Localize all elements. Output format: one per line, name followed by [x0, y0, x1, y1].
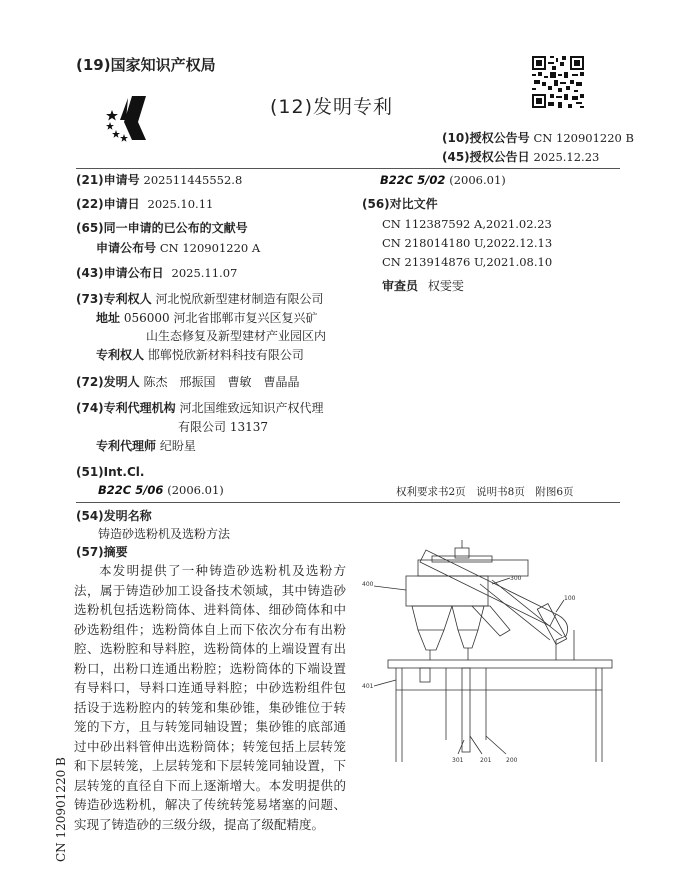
address-line1: 056000 河北省邯郸市复兴区复兴矿 — [123, 311, 318, 325]
cnipa-logo-icon — [102, 92, 162, 144]
upper-body — [418, 560, 528, 576]
agency-line2: 有限公司 13137 — [178, 420, 268, 434]
pub-date: 2025.11.07 — [171, 266, 238, 280]
patentee2: 邯郸悦欣新材料科技有限公司 — [147, 348, 304, 362]
ipc2-date: (2006.01) — [449, 173, 506, 187]
qr-code-icon — [532, 56, 584, 108]
inventors: 陈杰 邢振国 曹敏 曹晶晶 — [143, 375, 300, 389]
grant-pub-no: CN 120901220 B — [533, 131, 634, 145]
same-app-label: (65)同一申请的已公布的文献号 — [76, 221, 248, 235]
side-doc-number: CN 120901220 B — [54, 757, 68, 862]
abstract-text: 本发明提供了一种铸造砂选粉机及选粉方法，属于铸造砂加工设备技术领域，其中铸造砂选粉机包括选粉筒体、进料筒体、细砂筒体和中砂选粉组件；选粉筒体自上而下依次分布有出粉腔、选粉腔和导料腔，选粉筒体的上端设置有出粉口，出粉口连通出粉腔；选粉筒体的下端设置有导料口，导料口连通导料腔；中砂选粉组件包括设于选粉腔内的转笼和集砂锥，集砂锥位于转笼的下方，且与转笼同轴设置；集砂锥的底部通过中砂出料管伸出选粉筒体；转笼包括上层转笼和下层转笼，上层转笼和下层转笼同轴设置，下层转笼的直径自下而上逐渐增大。本发明提供的铸造砂选粉机，解决了传统转笼易堵塞的问题、实现了铸造砂的三级分级，提高了级配精度。 — [74, 563, 346, 832]
document-type: (12)发明专利 — [270, 96, 394, 118]
fig-label-401: 401 — [362, 683, 374, 690]
invention-title: 铸造砂选粉机及选粉方法 — [98, 527, 231, 541]
app-no-label: (21)申请号 — [76, 173, 140, 187]
cone-mid — [452, 606, 484, 630]
ipc2-code: B22C 5/02 — [380, 173, 446, 187]
pub-date-row — [76, 265, 237, 282]
cited-label: (56)对比文件 — [362, 197, 438, 211]
fig-label-400: 400 — [362, 581, 374, 588]
platform — [388, 660, 612, 668]
app-date-label: (22)申请日 — [76, 197, 140, 211]
app-no: 202511445552.8 — [143, 173, 243, 187]
intcl-code: B22C 5/06 — [98, 483, 164, 497]
header-divider — [76, 168, 620, 169]
abstract-text-block — [74, 561, 346, 834]
cone-left — [412, 606, 452, 630]
pub-no-row — [96, 240, 260, 257]
separator-body — [406, 576, 488, 606]
app-date: 2025.10.11 — [147, 197, 214, 211]
agent-row — [96, 438, 196, 455]
app-no-row — [76, 172, 242, 189]
ipc2-row — [380, 172, 506, 189]
examiner-row — [382, 278, 464, 295]
biblio-divider — [76, 502, 620, 503]
grant-pub-no-row — [442, 130, 634, 147]
grant-date-label: (45)授权公告日 — [442, 150, 530, 164]
agent: 纪盼星 — [159, 439, 196, 453]
inventors-label: (72)发明人 — [76, 375, 140, 389]
outlet-pipe — [462, 668, 470, 752]
intcl-label: (51)Int.Cl. — [76, 465, 145, 479]
inventors-row — [76, 374, 300, 391]
inlet-pipe — [455, 548, 469, 558]
fig-label-100: 100 — [564, 595, 576, 602]
grant-pub-no-label: (10)授权公告号 — [442, 131, 530, 145]
grant-date: 2025.12.23 — [533, 150, 600, 164]
fig-label-200: 200 — [506, 757, 518, 764]
intcl-row — [98, 482, 224, 499]
page-counts: 权利要求书2页 说明书8页 附图6页 — [396, 486, 574, 498]
patentee-label: (73)专利权人 — [76, 292, 152, 306]
agency-line1: 河北国维致远知识产权代理 — [179, 401, 324, 415]
cited-ref-2: CN 218014180 U,2022.12.13 — [382, 236, 553, 250]
agency-label: (74)专利代理机构 — [76, 401, 176, 415]
fig-label-301: 301 — [452, 757, 464, 764]
address-label: 地址 — [96, 311, 121, 325]
patentee-row — [76, 291, 324, 308]
agent-label: 专利代理师 — [96, 439, 157, 453]
address-line2: 山生态修复及新型建材产业园区内 — [146, 329, 327, 343]
address-row — [96, 310, 317, 327]
fig-label-201: 201 — [480, 757, 492, 764]
examiner-label: 审查员 — [382, 279, 419, 293]
office-name: (19)国家知识产权局 — [76, 56, 216, 74]
abstract-label: (57)摘要 — [76, 545, 128, 559]
cited-ref-1: CN 112387592 A,2021.02.23 — [382, 217, 552, 231]
machine-drawing — [360, 540, 630, 770]
patentee2-label: 专利权人 — [96, 348, 145, 362]
fig-label-300: 300 — [510, 575, 522, 582]
patentee2-row — [96, 347, 304, 364]
grant-date-row — [442, 149, 599, 166]
examiner: 权雯雯 — [427, 279, 464, 293]
intcl-date: (2006.01) — [167, 483, 224, 497]
cited-ref-3: CN 213914876 U,2021.08.10 — [382, 255, 553, 269]
app-date-row — [76, 196, 213, 213]
patentee: 河北悦欣新型建材制造有限公司 — [155, 292, 324, 306]
pub-no: CN 120901220 A — [159, 241, 261, 255]
title-label: (54)发明名称 — [76, 509, 152, 523]
pub-no-label: 申请公布号 — [96, 241, 157, 255]
pub-date-label: (43)申请公布日 — [76, 266, 164, 280]
agency-row — [76, 400, 324, 417]
